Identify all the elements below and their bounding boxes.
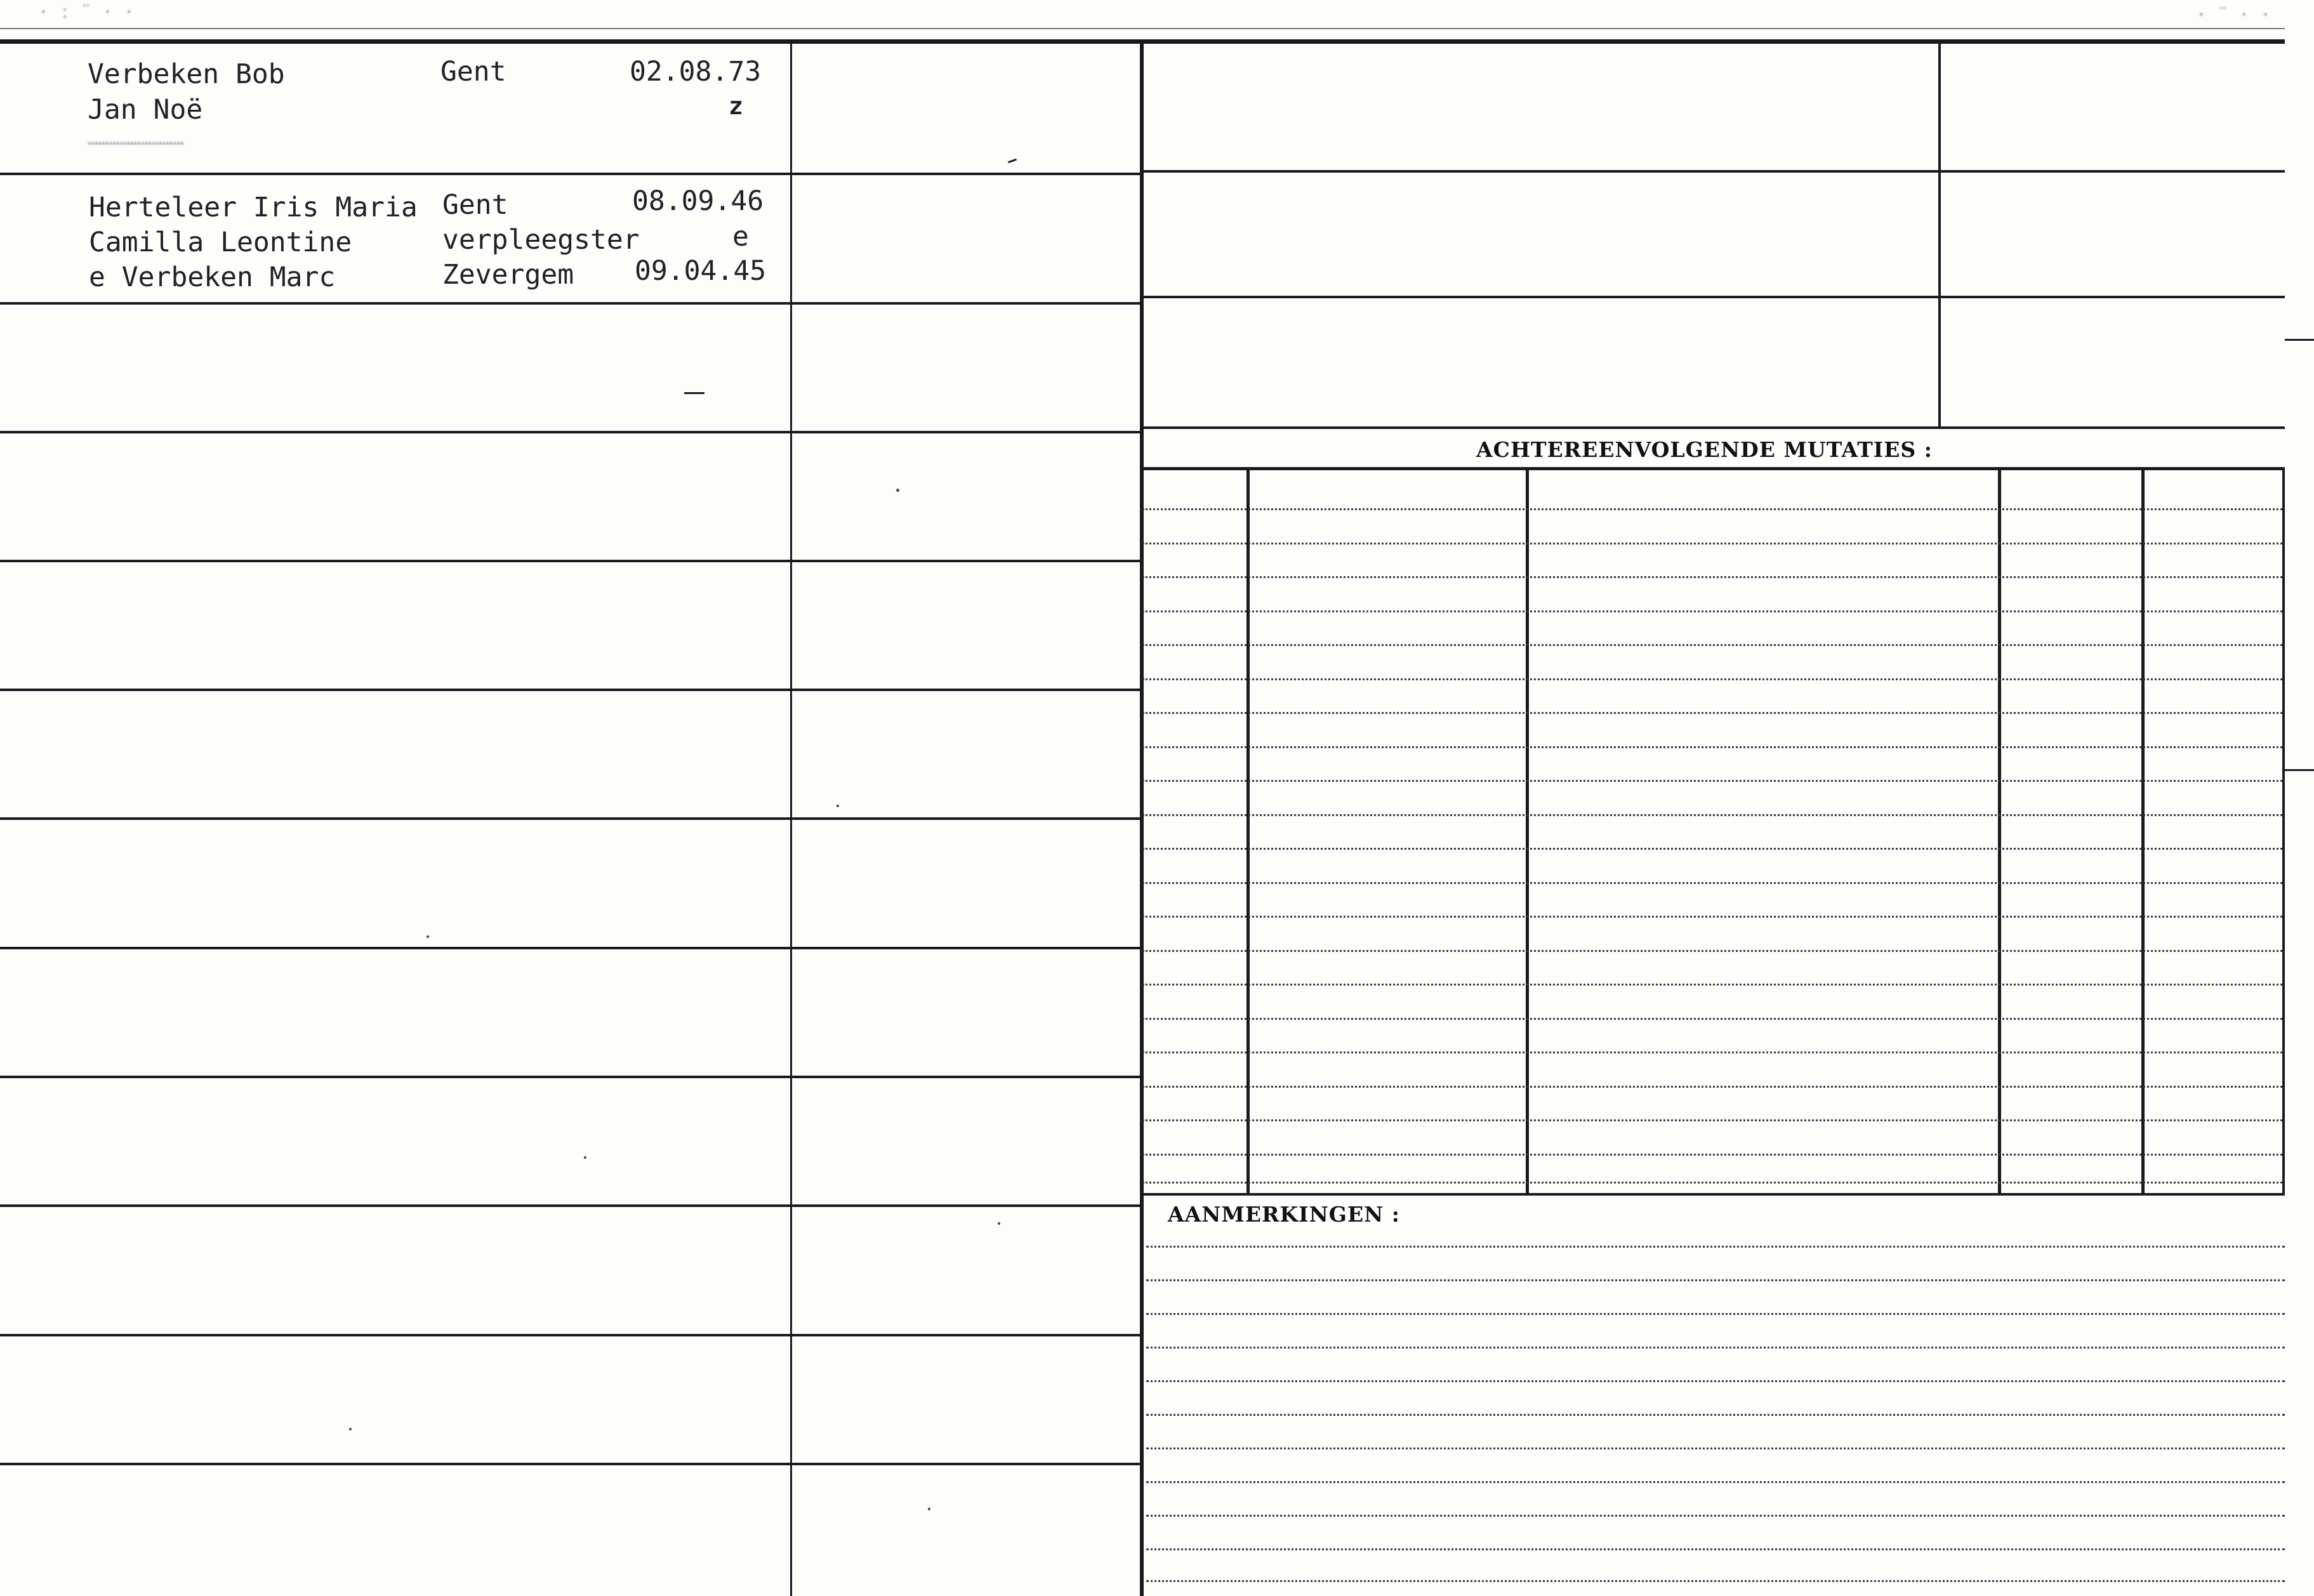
mutations-table-top bbox=[1141, 467, 2285, 470]
grid-line bbox=[1141, 426, 2285, 429]
record-place: Zevergem bbox=[442, 259, 574, 291]
mutations-rule bbox=[1142, 712, 2282, 714]
mutations-rule bbox=[1142, 882, 2282, 884]
edge-tick bbox=[2285, 339, 2314, 341]
mutations-rule bbox=[1142, 678, 2282, 680]
grid-line bbox=[1141, 296, 2285, 298]
mutations-rule bbox=[1142, 576, 2282, 578]
row-line bbox=[0, 302, 1141, 305]
remarks-rule bbox=[1146, 1380, 2285, 1382]
row-line bbox=[0, 689, 1141, 691]
row-line bbox=[0, 1204, 1141, 1207]
mutations-rule bbox=[1142, 508, 2282, 510]
record-date: 09.04.45 bbox=[635, 255, 767, 287]
grid-divider bbox=[1938, 42, 1941, 426]
row-line bbox=[0, 947, 1141, 949]
remarks-rule bbox=[1146, 1481, 2285, 1483]
record-name-line: Camilla Leontine bbox=[89, 227, 352, 258]
record-place: Gent bbox=[440, 56, 506, 88]
record-name-line: Herteleer Iris Maria bbox=[89, 192, 418, 223]
mutations-col-divider bbox=[2282, 470, 2285, 1194]
top-border-thin bbox=[0, 28, 2285, 29]
row-line bbox=[0, 1463, 1141, 1465]
row-line bbox=[0, 431, 1141, 433]
row-line bbox=[0, 817, 1141, 820]
stray-dash bbox=[684, 392, 704, 394]
stray-dash bbox=[1008, 159, 1017, 164]
mutations-rule bbox=[1142, 916, 2282, 918]
mutations-table-bottom bbox=[1141, 1193, 2285, 1196]
record-occupation: verpleegster bbox=[442, 224, 640, 256]
record-place: Gent bbox=[442, 189, 508, 221]
record-name-line: Jan Noë bbox=[88, 94, 203, 126]
mutations-rule bbox=[1142, 1018, 2282, 1020]
stray-speck bbox=[896, 489, 899, 492]
mutations-rule bbox=[1142, 644, 2282, 646]
mutations-rule bbox=[1142, 814, 2282, 816]
remarks-rule bbox=[1146, 1580, 2285, 1582]
stray-speck bbox=[426, 935, 429, 938]
mutations-rule bbox=[1142, 1086, 2282, 1088]
remarks-rule bbox=[1146, 1548, 2285, 1550]
mutations-rule bbox=[1142, 543, 2282, 544]
row-line bbox=[0, 173, 1141, 175]
record-date: 02.08.73 bbox=[630, 56, 762, 88]
row-line bbox=[0, 1334, 1141, 1336]
stray-speck bbox=[349, 1428, 352, 1430]
stray-speck bbox=[836, 805, 839, 807]
mutations-rule bbox=[1142, 950, 2282, 952]
mutations-rule bbox=[1142, 610, 2282, 612]
remarks-rule bbox=[1146, 1515, 2285, 1517]
stray-speck bbox=[584, 1156, 586, 1159]
scan-smudge-top-right: · ¨ · · bbox=[2196, 4, 2271, 25]
mutations-rule bbox=[1142, 746, 2282, 748]
record-date: 08.09.46 bbox=[632, 185, 764, 217]
stray-speck bbox=[998, 1222, 1000, 1225]
mutations-rule bbox=[1142, 848, 2282, 850]
mutations-rule bbox=[1142, 1052, 2282, 1053]
record-name-line: e Verbeken Marc bbox=[89, 261, 336, 293]
remarks-rule bbox=[1146, 1279, 2285, 1281]
remarks-rule bbox=[1146, 1246, 2285, 1248]
record-name-line: Verbeken Bob bbox=[88, 58, 285, 90]
row-line bbox=[0, 560, 1141, 562]
record-sex-code: z bbox=[729, 92, 743, 120]
remarks-rule bbox=[1146, 1313, 2285, 1315]
remarks-rule bbox=[1146, 1347, 2285, 1349]
remarks-rule bbox=[1146, 1448, 2285, 1449]
mutations-rule bbox=[1142, 984, 2282, 986]
mutations-rule bbox=[1142, 1119, 2282, 1121]
remarks-rule bbox=[1146, 1414, 2285, 1416]
stray-speck bbox=[928, 1508, 930, 1510]
edge-tick bbox=[2285, 769, 2314, 771]
mutations-rule bbox=[1142, 780, 2282, 782]
mutations-heading: ACHTEREENVOLGENDE MUTATIES : bbox=[1476, 437, 1933, 462]
record-sex-code: e bbox=[732, 221, 749, 253]
illegible-stamp: ……………………… bbox=[88, 128, 184, 149]
row-line bbox=[0, 1076, 1141, 1078]
scan-smudge-top-left: · ː ¨ · · bbox=[38, 1, 135, 22]
mutations-rule bbox=[1142, 1154, 2282, 1156]
mutations-rule bbox=[1142, 1182, 2282, 1184]
grid-line bbox=[1141, 170, 2285, 173]
remarks-heading: AANMERKINGEN : bbox=[1168, 1202, 1400, 1227]
